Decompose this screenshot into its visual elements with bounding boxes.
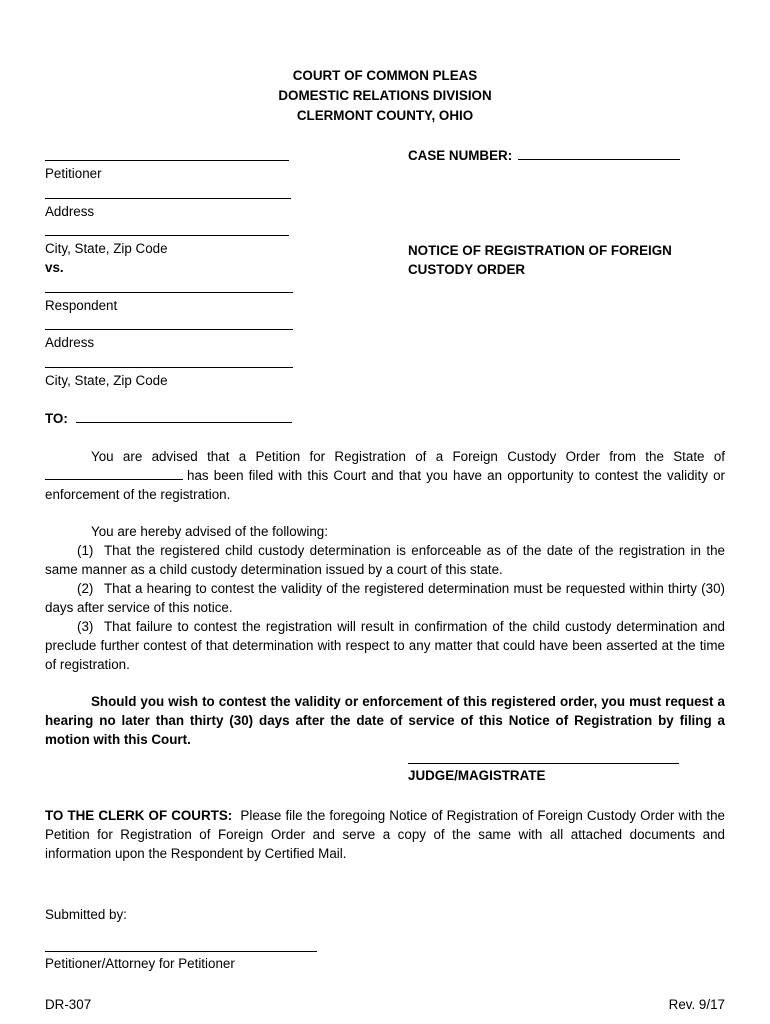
to-blank[interactable] <box>76 410 292 423</box>
advisement-item-2: (2) That a hearing to contest the validity of the registered determination must be requested within thirty (30) days after service of this notice. <box>45 581 725 615</box>
court-header-line1: COURT OF COMMON PLEAS <box>292 68 478 83</box>
to-label: TO: <box>45 411 68 426</box>
respondent-label: Respondent <box>45 298 118 313</box>
advisement-item-3: (3) That failure to contest the registration will result in confirmation of the child custody determination and preclude further contest of that determination with respect to any matter that could have been asserted at the time of registration. <box>45 619 725 672</box>
clerk-text: Please file the foregoing Notice of Registration of Foreign Custody Order with the Petition for Registration of Foreign Order and serve a copy of the same with all attached documents and information upon the Respondent by Certified Mail. <box>45 808 725 861</box>
to-line <box>45 410 292 426</box>
petitioner-name-line[interactable] <box>45 160 289 161</box>
advisement-item-1: (1) That the registered child custody determination is enforceable as of the date of the registration in the same manner as a child custody determination issued by a court of this state. <box>45 543 725 577</box>
advisements-intro: You are hereby advised of the following: <box>91 524 328 539</box>
advisements-list <box>45 522 725 674</box>
signer-label: Petitioner/Attorney for Petitioner <box>45 956 235 971</box>
petitioner-city-label: City, State, Zip Code <box>45 241 168 256</box>
versus-label: vs. <box>45 260 64 275</box>
court-header-line3: CLERMONT COUNTY, OHIO <box>296 108 474 123</box>
respondent-address-label: Address <box>45 335 95 350</box>
court-header-line2: DOMESTIC RELATIONS DIVISION <box>278 88 492 103</box>
petitioner-city-line[interactable] <box>45 235 289 236</box>
petitioner-label: Petitioner <box>45 166 102 181</box>
judge-signature-line[interactable] <box>408 763 679 764</box>
judge-label: JUDGE/MAGISTRATE <box>408 768 546 783</box>
form-number: DR-307 <box>45 997 92 1012</box>
contest-warning: Should you wish to contest the validity or enforcement of this registered order, you must request a hearing no later than thirty (30) days after the date of service of this Notice of Registration by filing a motion with this Court. <box>45 694 725 747</box>
advisory-paragraph <box>45 447 725 504</box>
advisory-text-start: You are advised that a Petition for Registration of a Foreign Custody Order from the State of <box>91 449 725 464</box>
case-number-label: CASE NUMBER: <box>408 148 513 163</box>
advisory-text-rest: has been filed with this Court and that you have an opportunity to contest the validity or enforcement of the registration. <box>45 468 725 502</box>
respondent-city-label: City, State, Zip Code <box>45 373 168 388</box>
case-number-blank[interactable] <box>518 147 680 160</box>
submitted-by-label: Submitted by: <box>45 907 127 922</box>
case-number <box>408 147 680 163</box>
notice-title-line2: CUSTODY ORDER <box>408 262 526 277</box>
notice-title-line1: NOTICE OF REGISTRATION OF FOREIGN <box>408 243 672 258</box>
petitioner-address-label: Address <box>45 204 95 219</box>
revision-date: Rev. 9/17 <box>668 997 725 1012</box>
respondent-address-line[interactable] <box>45 329 293 330</box>
state-blank[interactable] <box>45 467 183 480</box>
clerk-label: TO THE CLERK OF COURTS: <box>45 808 233 823</box>
respondent-city-line[interactable] <box>45 367 293 368</box>
submitter-signature-line[interactable] <box>45 951 317 952</box>
petitioner-address-line[interactable] <box>45 198 291 199</box>
court-header <box>0 66 770 126</box>
respondent-name-line[interactable] <box>45 292 293 293</box>
notice-title <box>408 241 672 279</box>
clerk-instruction <box>45 806 725 863</box>
